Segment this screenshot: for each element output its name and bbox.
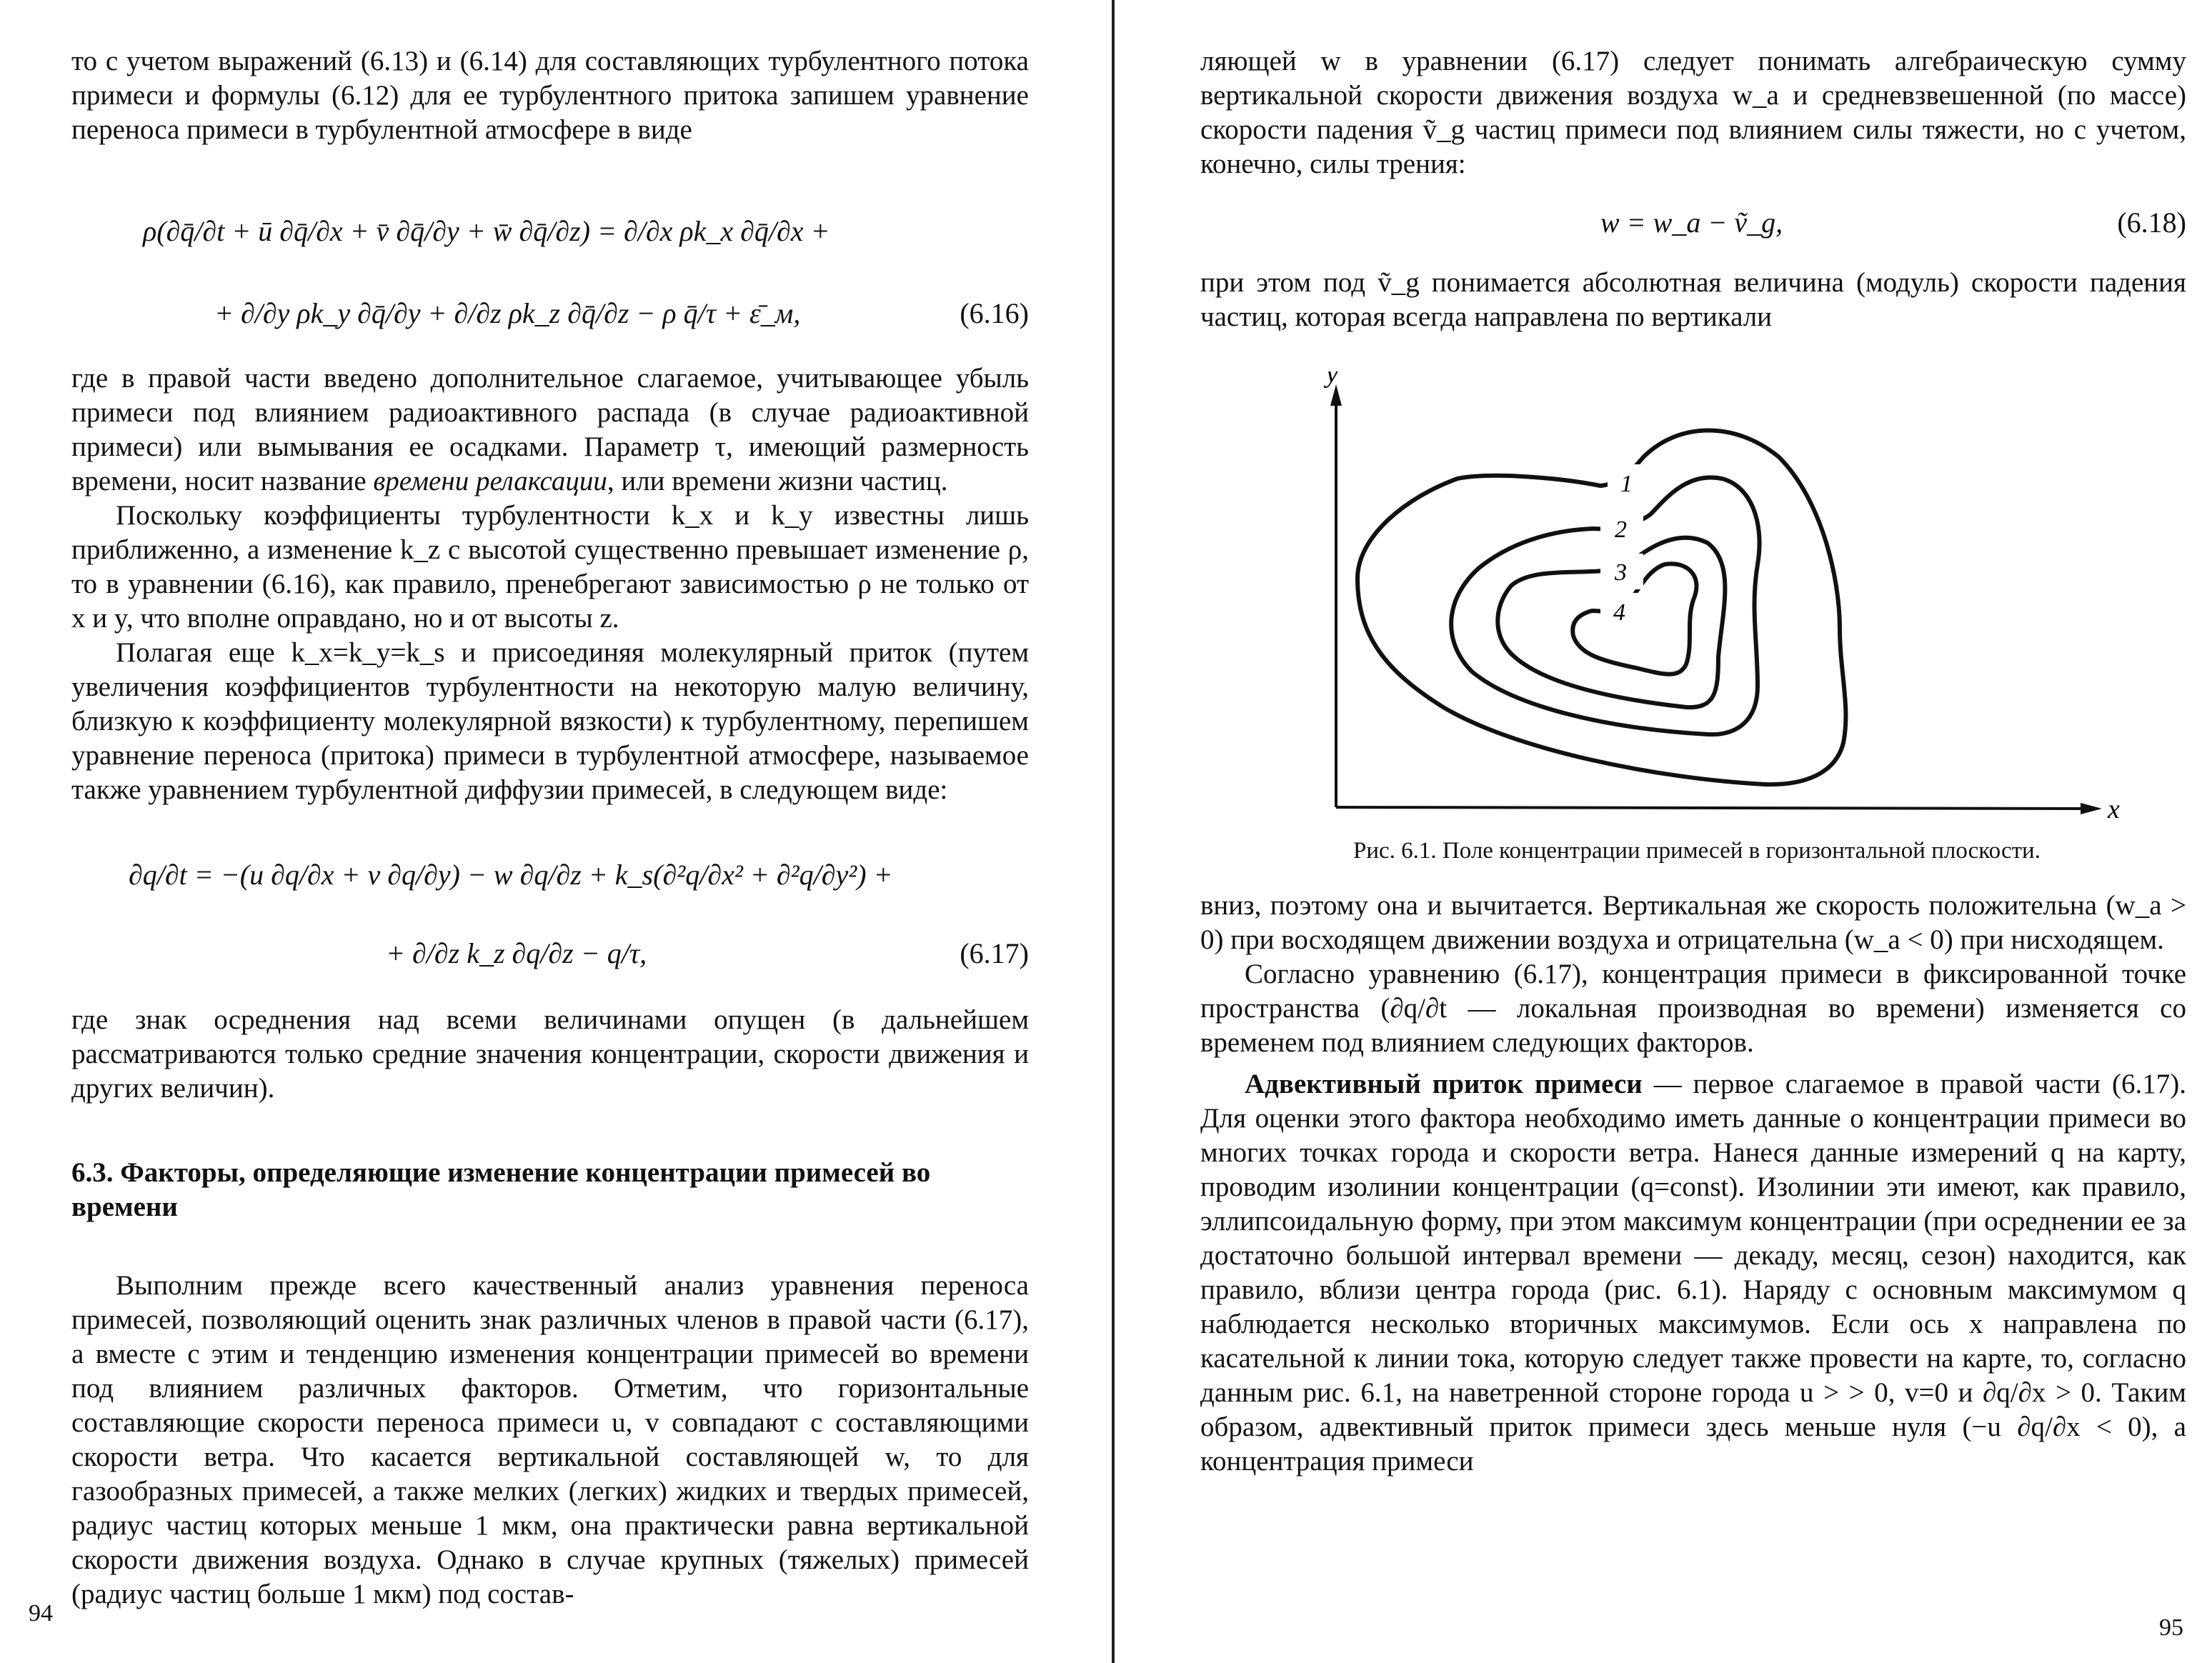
paragraph-molecular-inflow: Полагая еще k_x=k_y=k_s и присоединяя молекулярный приток (путем увеличения коэффициентов турбулентности на некоторую малую величину, близкую к коэффициенту молекулярной вязкости) к турбулентному, перепишем уравнение переноса (притока) примеси в турбулентной атмосфере, называемое также уравнением турбулентной диффузии примесей, в следующем виде: — [71, 637, 1029, 805]
equation-6-17-line2-text: + ∂/∂z k_z ∂q/∂z − q/τ, — [386, 937, 647, 969]
paragraph-relaxation-end: , или времени жизни частиц. — [607, 466, 948, 496]
equation-number-6-16: (6.16) — [960, 297, 1029, 329]
contour-label-3: 3 — [1615, 559, 1627, 586]
equation-6-16-line2-text: + ∂/∂y ρk_y ∂q̄/∂y + ∂/∂z ρk_z ∂q̄/∂z − ρ q̄/τ + ε̄_м, — [214, 297, 801, 329]
section-heading-6-3: 6.3. Факторы, определяющие изменение концентрации примесей во времени — [71, 1157, 931, 1222]
equation-6-17-line1: ∂q/∂t = −(u ∂q/∂x + v ∂q/∂y) − w ∂q/∂z + k_s(∂²q/∂x² + ∂²q/∂y²) + — [129, 859, 893, 891]
x-axis-line — [1336, 807, 2086, 809]
paragraph-advective-inflow-text: — первое слагаемое в правой части (6.17). Для оценки этого фактора необходимо иметь данные о концентрации примеси во многих точках города и скорости ветра. Нанеся данные измерений q на карту, проводим изолинии концентрации (q=const). Изолинии эти имеют, как правило, эллипсоидальную форму, при этом максимум концентрации (при осреднении ее за достаточно большой интервал времени — декаду, месяц, сезон) находится, как правило, вблизи центра города (рис. 6.1). Наряду с основным максимумом q наблюдается несколько вторичных максимумов. Если ось x направлена по касательной к линии тока, которую следует также провести на карте, то, согласно данным рис. 6.1, на наветренной стороне города u > > 0, v=0 и ∂q/∂x > 0. Таким образом, адвективный приток примеси здесь меньше нуля (−u ∂q/∂x < 0), а концентрация примеси — [1200, 1069, 2186, 1477]
term-relaxation-time: времени релаксации — [373, 466, 607, 496]
paragraph-relaxation — [71, 361, 1029, 499]
paragraph-intro: то с учетом выражений (6.13) и (6.14) для составляющих турбулентного потока примеси и формулы (6.12) для ее турбулентного притока запишем уравнение переноса примеси в турбулентной атмосфере в виде — [71, 46, 1029, 145]
paragraph-local-derivative: Согласно уравнению (6.17), концентрация примеси в фиксированной точке пространства (∂q/∂t — локальная производная во времени) изменяется со временем под влиянием следующих факторов. — [1200, 959, 2186, 1058]
paragraph-vertical-velocity: ляющей w в уравнении (6.17) следует понимать алгебраическую сумму вертикальной скорости движения воздуха w_a и средневзвешенной (по массе) скорости падения ṽ_g частиц примеси под влиянием силы тяжести, но с учетом, конечно, силы трения: — [1200, 46, 2186, 179]
x-axis-label: x — [2108, 794, 2120, 824]
paragraph-advective-inflow — [1200, 1067, 2186, 1479]
equation-6-16-line2 — [71, 274, 1029, 353]
equation-6-18 — [1200, 194, 2186, 251]
right-column-top — [1200, 44, 2186, 334]
equation-number-6-17: (6.17) — [960, 937, 1029, 969]
equation-6-16-line1: ρ(∂q̄/∂t + ū ∂q̄/∂x + v̄ ∂q̄/∂y + w̄ ∂q̄/∂z) = ∂/∂x ρk_x ∂q̄/∂x + — [143, 215, 830, 247]
paragraph-fall-velocity: при этом под ṽ_g понимается абсолютная величина (модуль) скорости падения частиц, которая всегда направлена по вертикали — [1200, 267, 2186, 332]
page-number-left: 94 — [29, 1600, 53, 1627]
contour-label-4: 4 — [1613, 599, 1625, 626]
paragraph-turbulence-coefficients: Поскольку коэффициенты турбулентности k_x и k_y известны лишь приближенно, а изменение k_z с высотой существенно превышает изменение ρ, то в уравнении (6.16), как правило, пренебрегают зависимостью ρ не только от x и y, что вполне оправдано, но и от высоты z. — [71, 500, 1029, 634]
contour-label-1: 1 — [1620, 471, 1633, 497]
equation-number-6-18: (6.18) — [2117, 206, 2186, 239]
figure-caption: Рис. 6.1. Поле концентрации примесей в горизонтальной плоскости. — [1353, 838, 2041, 864]
x-axis-arrow-icon — [2081, 803, 2102, 814]
figure-6-1 — [1265, 371, 2129, 872]
equation-6-17-line2 — [71, 914, 1029, 993]
paragraph-averaging-note: где знак осреднения над всеми величинами опущен (в дальнейшем рассматриваются только средние значения концентрации, скорости движения и других величин). — [71, 1004, 1029, 1104]
equation-6-18-text: w = w_a − ṽ_g, — [1600, 206, 1783, 239]
page-number-right: 95 — [2159, 1614, 2183, 1641]
right-column-bottom — [1200, 889, 2186, 1479]
contour-plot — [1265, 371, 2129, 829]
paragraph-vertical-sign: вниз, поэтому она и вычитается. Вертикальная же скорость положительна (w_a > 0) при восходящем движении воздуха и отрицательна (w_a < 0) при нисходящем. — [1200, 890, 2186, 955]
term-advective-inflow: Адвективный приток примеси — [1245, 1069, 1643, 1099]
y-axis-label: y — [1326, 371, 1338, 389]
paragraph-qualitative-analysis: Выполним прежде всего качественный анализ уравнения переноса примесей, позволяющий оценить знак различных членов в правой части (6.17), а вместе с этим и тенденцию изменения концентрации примесей во времени под влиянием различных факторов. Отметим, что горизонтальные составляющие скорости переноса примеси u, v совпадают с составляющими скорости ветра. Что касается вертикальной составляющей w, то для газообразных примесей, а также мелких (легких) жидких и твердых примесей, радиус частиц которых меньше 1 мкм, она практически равна вертикальной скорости движения воздуха. Однако в случае крупных (тяжелых) примесей (радиус частиц больше 1 мкм) под состав- — [71, 1270, 1029, 1609]
left-column — [71, 44, 1029, 1612]
right-page — [1115, 0, 2212, 1663]
contour-label-2: 2 — [1615, 516, 1627, 543]
paragraph-relaxation-text: где в правой части введено дополнительное слагаемое, учитывающее убыль примеси под влиянием радиоактивного распада (в случае радиоактивной примеси) или вымывания ее осадками. Параметр τ, имеющий размерность времени, носит название — [71, 363, 1029, 496]
